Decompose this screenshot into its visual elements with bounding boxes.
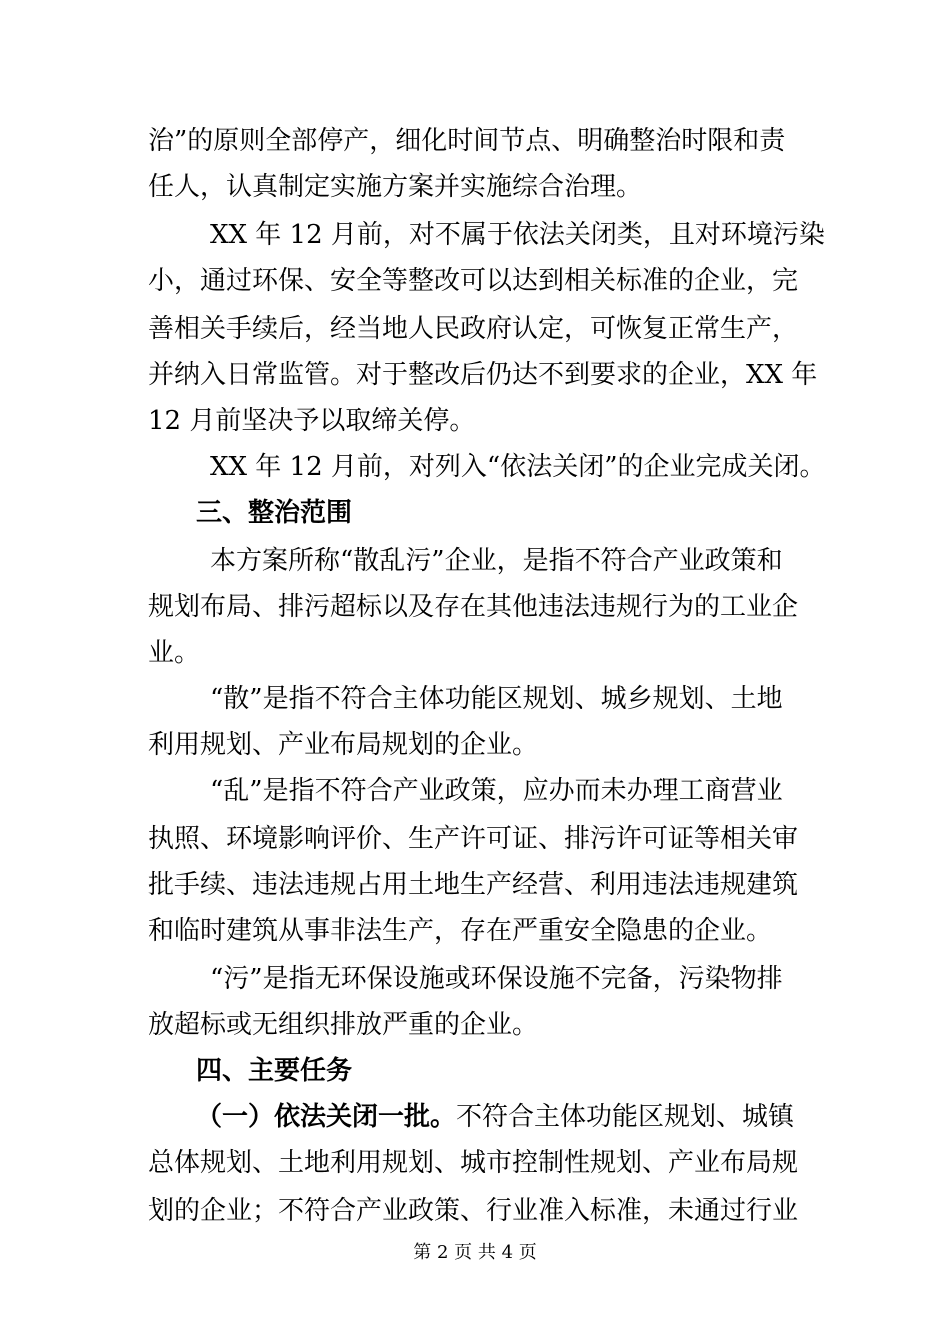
paragraph-line: 善相关手续后，经当地人民政府认定，可恢复正常生产， [148, 314, 799, 344]
subsection-title: （一）依法关闭一批。 [196, 1102, 457, 1132]
paragraph-line: 12 月前坚决予以取缔关停。 [148, 406, 476, 436]
paragraph-line: 业。 [148, 638, 201, 668]
paragraph-line: 批手续、违法违规占用土地生产经营、利用违法违规建筑 [148, 870, 799, 900]
paragraph-line: XX 年 12 月前，对不属于依法关闭类，且对环境污染 [210, 220, 825, 250]
paragraph-line: “污”是指无环保设施或环保设施不完备，污染物排 [210, 964, 783, 994]
paragraph-line: 治”的原则全部停产，细化时间节点、明确整治时限和责 [148, 126, 786, 156]
paragraph-line: 小，通过环保、安全等整改可以达到相关标准的企业，完 [148, 266, 799, 296]
subsection-text: 不符合主体功能区规划、城镇 [456, 1102, 795, 1132]
section-heading: 四、主要任务 [196, 1056, 353, 1086]
paragraph-line: XX 年 12 月前，对列入“依法关闭”的企业完成关闭。 [210, 452, 826, 482]
paragraph-line: 和临时建筑从事非法生产，存在严重安全隐患的企业。 [148, 916, 773, 946]
paragraph-line: 规划布局、排污超标以及存在其他违法违规行为的工业企 [148, 592, 799, 622]
paragraph-line: 放超标或无组织排放严重的企业。 [148, 1010, 539, 1040]
paragraph-line: 任人，认真制定实施方案并实施综合治理。 [148, 172, 643, 202]
paragraph-line: 执照、环境影响评价、生产许可证、排污许可证等相关审 [148, 824, 799, 854]
paragraph-line: 利用规划、产业布局规划的企业。 [148, 730, 539, 760]
paragraph-line: 划的企业；不符合产业政策、行业准入标准，未通过行业 [148, 1196, 799, 1226]
paragraph-line: 总体规划、土地利用规划、城市控制性规划、产业布局规 [148, 1148, 799, 1178]
section-heading: 三、整治范围 [196, 498, 353, 528]
paragraph-line: 本方案所称“散乱污”企业，是指不符合产业政策和 [210, 546, 783, 576]
paragraph-line: “乱”是指不符合产业政策，应办而未办理工商营业 [210, 776, 783, 806]
paragraph-line [196, 1094, 794, 1140]
paragraph-line: 并纳入日常监管。对于整改后仍达不到要求的企业，XX 年 [148, 360, 818, 390]
paragraph-line: “散”是指不符合主体功能区规划、城乡规划、土地 [210, 684, 783, 714]
page-number-footer: 第 2 页 共 4 页 [413, 1242, 537, 1263]
